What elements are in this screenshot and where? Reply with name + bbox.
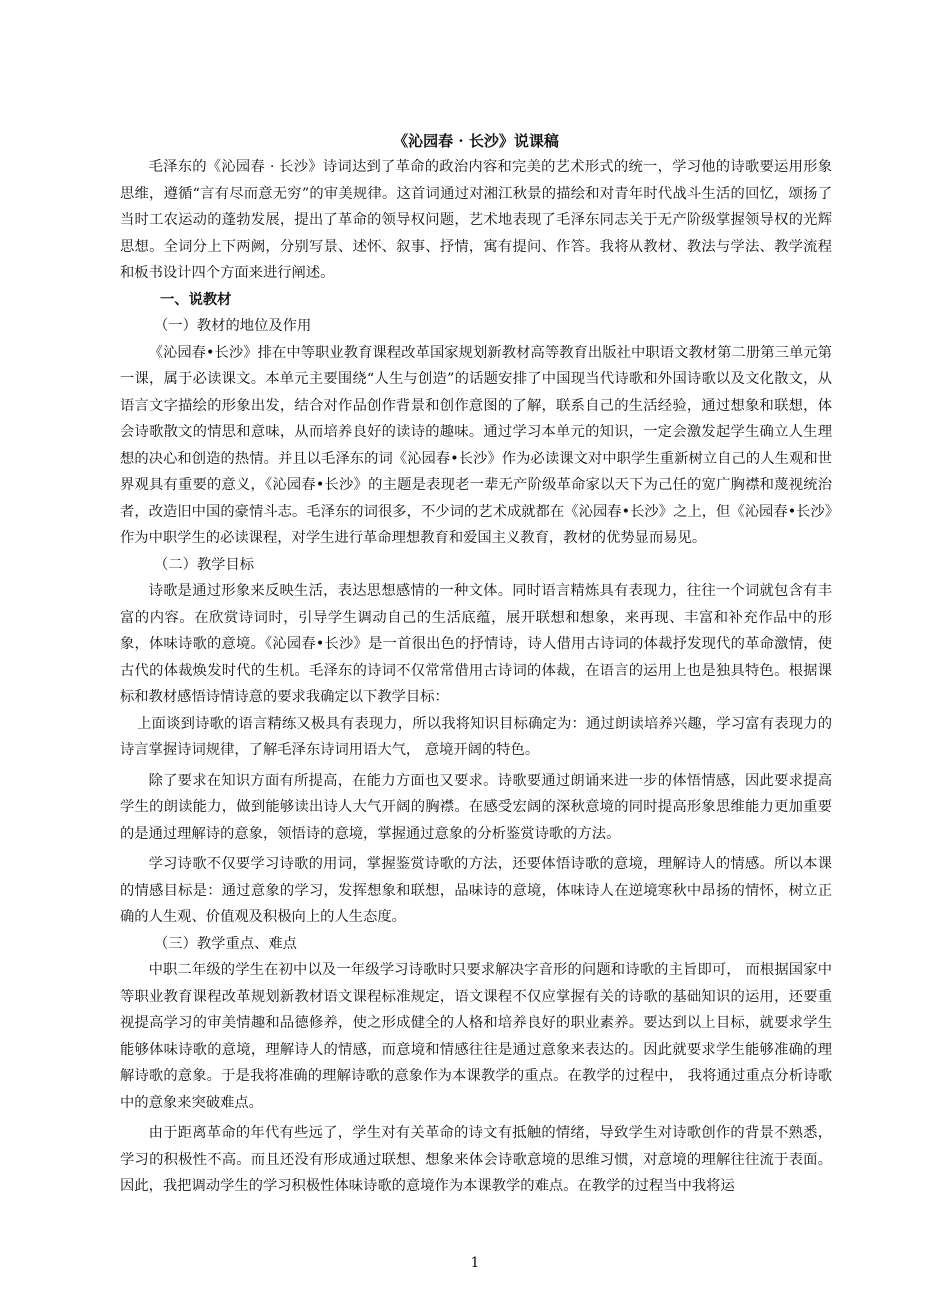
subheading-position-role: （一）教材的地位及作用	[154, 318, 312, 334]
paragraph-emotion-goal: 学习诗歌不仅要学习诗歌的用词，掌握鉴赏诗歌的方法，还要体悟诗歌的意境，理解诗人的情感。所以本课的情感目标是：通过意象的学习，发挥想象和联想，品味诗的意境，体味诗人在逆境寒秋中昂扬的情怀，树立正确的人生观、价值观及积极向上的人生态度。	[120, 856, 832, 925]
page-number: 1	[470, 1255, 480, 1271]
paragraph-goals-intro: 诗歌是通过形象来反映生活，表达思想感情的一种文体。同时语言精炼具有表现力，往往一个词就包含有丰富的内容。在欣赏诗词时，引导学生调动自己的生活底蕴，展开联想和想象，来再现、丰富和补充作品中的形象，体味诗歌的意境。《沁园春•长沙》是一首很出色的抒情诗，诗人借用古诗词的体裁抒发现代的革命激情，使古代的体裁焕发时代的生机。毛泽东的诗词不仅常常借用古诗词的体裁，在语言的运用上也是独具特色。根据课标和教材感悟诗情诗意的要求我确定以下教学目标：	[120, 583, 832, 705]
paragraph-knowledge-goal: 上面谈到诗歌的语言精练又极具有表现力，所以我将知识目标确定为：通过朗读培养兴趣，学习富有表现力的诗言掌握诗词规律，了解毛泽东诗词用语大气， 意境开阔的特色。	[120, 715, 832, 758]
paragraph-key-point: 中职二年级的学生在初中以及一年级学习诗歌时只要求解决字音形的问题和诗歌的主旨即可， 而根据国家中等职业教育课程改革规划新教材语文课程标准规定，语文课程不仅应掌握有关的诗歌的基础知识的运用，还要重视提高学习的审美情趣和品德修养，使之形成健全的人格和培养良好的职业素养。要达到以上目标，就要求学生能够体味诗歌的意境，理解诗人的情感，而意境和情感往往是通过意象来表达的。因此就要求学生能够准确的理解诗歌的意象。于是我将准确的理解诗歌的意象作为本课教学的重点。在教学的过程中， 我将通过重点分析诗歌中的意象来突破难点。	[120, 962, 832, 1111]
paragraph-ability-goal: 除了要求在知识方面有所提高，在能力方面也又要求。诗歌要通过朗诵来进一步的体悟情感，因此要求提高学生的朗读能力，做到能够读出诗人大气开阔的胸襟。在感受宏阔的深秋意境的同时提高形象思维能力更加重要的是通过理解诗的意象，领悟诗的意境，掌握通过意象的分析鉴赏诗歌的方法。	[120, 772, 832, 842]
document-page	[120, 128, 832, 1200]
paragraph-difficult-point: 由于距离革命的年代有些远了，学生对有关革命的诗文有抵触的情绪，导致学生对诗歌创作的背景不熟悉，学习的积极性不高。而且还没有形成通过联想、想象来体会诗歌意境的思维习惯，对意境的理解往往流于表面。因此，我把调动学生的学习积极性体味诗歌的意境作为本课教学的难点。在教学的过程当中我将运	[120, 1125, 832, 1194]
paragraph-position-role: 《沁园春•长沙》排在中等职业教育课程改革国家规划新教材高等教育出版社中职语文教材第二册第三单元第一课，属于必读课文。本单元主要围绕“人生与创造”的话题安排了中国现当代诗歌和外国诗歌以及文化散文，从语言文字描绘的形象出发，结合对作品创作背景和创作意图的了解，联系自己的生活经验，通过想象和联想，体会诗歌散文的情思和意味，从而培养良好的读诗的趣味。通过学习本单元的知识，一定会激发起学生确立人生理想的决心和创造的热情。并且以毛泽东的词《沁园春•长沙》作为必读课文对中职学生重新树立自己的人生观和世界观具有重要的意义，《沁园春•长沙》的主题是表现老一辈无产阶级革命家以天下为己任的宽广胸襟和蔑视统治者，改造旧中国的豪情斗志。毛泽东的词很多，不少词的艺术成就都在《沁园春•长沙》之上，但《沁园春•长沙》作为中职学生的必读课程，对学生进行革命理想教育和爱国主义教育，教材的优势显而易见。	[120, 344, 832, 546]
intro-paragraph: 毛泽东的《沁园春 · 长沙》诗词达到了革命的政治内容和完美的艺术形式的统一，学习他的诗歌要运用形象思维，遵循“言有尽而意无穷”的审美规律。这首词通过对湘江秋景的描绘和对青年时代战斗生活的回忆，颂扬了当时工农运动的蓬勃发展，提出了革命的领导权问题，艺术地表现了毛泽东同志关于无产阶级掌握领导权的光辉思想。全词分上下两阙，分别写景、述怀、叙事、抒情，寓有提问、作答。我将从教材、教法与学法、教学流程和板书设计四个方面来进行阐述。	[120, 159, 832, 281]
section-heading-textbook: 一、说教材	[160, 291, 232, 308]
document-title: 《沁园春 · 长沙》说课稿	[393, 132, 559, 150]
subheading-teaching-goals: （二）教学目标	[154, 556, 255, 573]
subheading-key-difficult-points: （三）教学重点、难点	[154, 935, 297, 952]
